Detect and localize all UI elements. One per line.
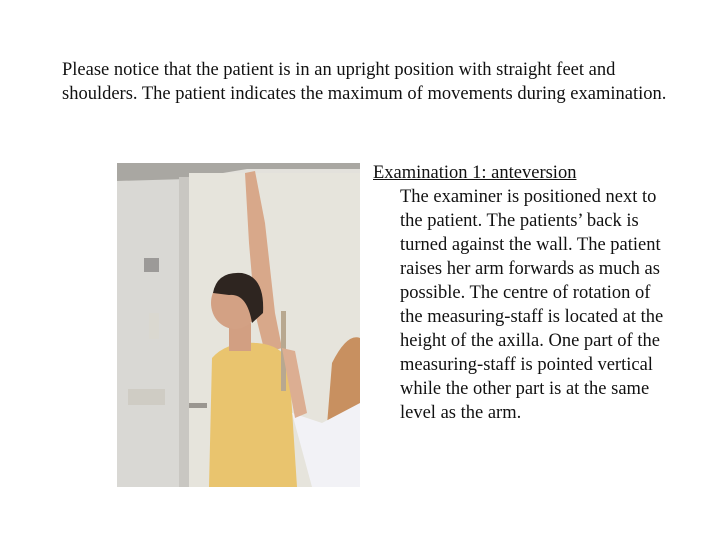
photo-illustration xyxy=(117,163,360,487)
examination-section xyxy=(373,161,673,425)
intro-paragraph: Please notice that the patient is in an upright position with straight feet and shoulders. The patient indicates the maximum of movements during examination. xyxy=(62,60,667,104)
examination-title: Examination 1: anteversion xyxy=(373,163,577,183)
patient-photo xyxy=(117,163,360,487)
examination-description: The examiner is positioned next to the patient. The patients’ back is turned against the wall. The patient raises her arm forwards as much as possible. The centre of rotation of the measuring-staff is located at the height of the axilla. One part of the measuring-staff is pointed vertical while the other part is at the same level as the arm. xyxy=(400,187,664,423)
